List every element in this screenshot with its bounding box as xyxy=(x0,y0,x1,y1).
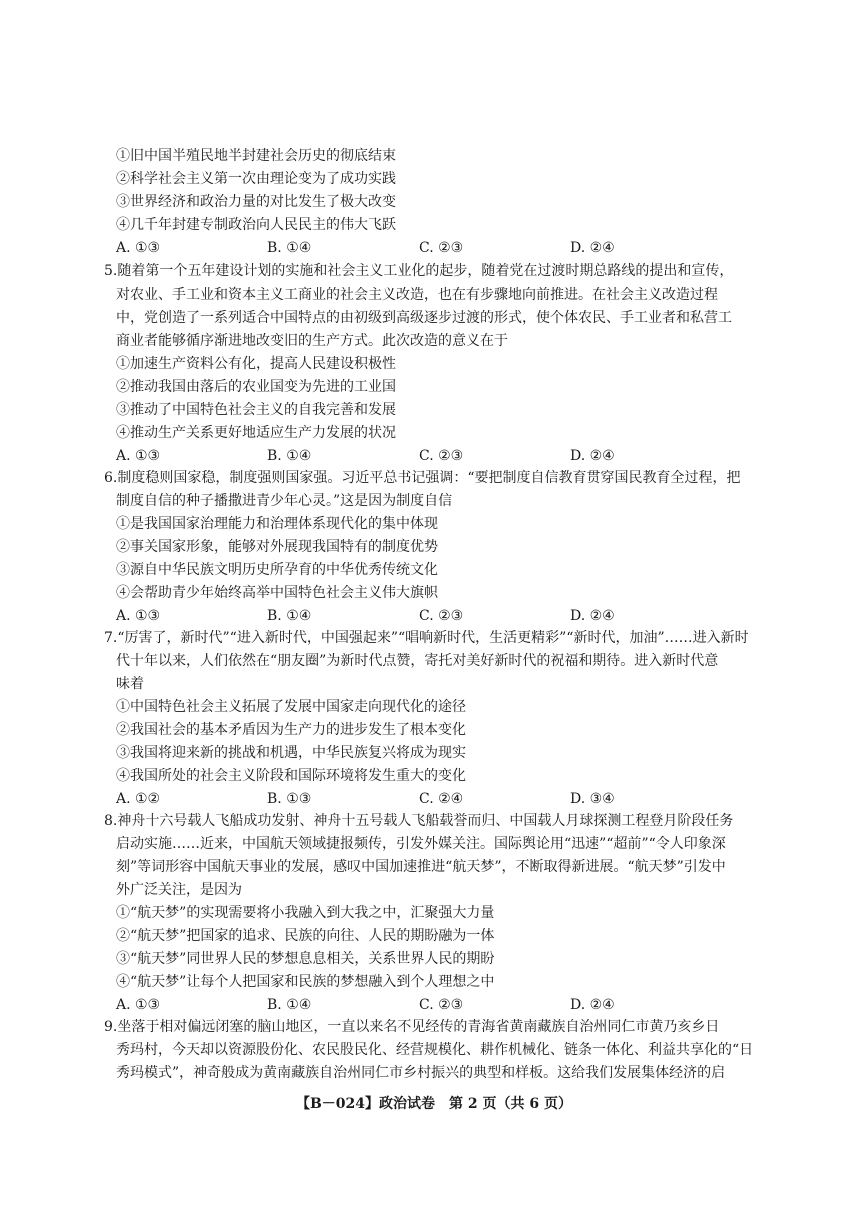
question-4-item xyxy=(0,168,868,191)
q5-item-2: ②推动我国由落后的农业国变为先进的工业国 xyxy=(116,379,396,395)
q7-stem-line-2: 代十年以来，人们依然在“朋友圈”为新时代点赞，寄托对美好新时代的祝福和期待。进入新时代意 xyxy=(116,653,719,669)
question-5-item xyxy=(0,376,868,399)
q8-option-c: C. ②③ xyxy=(419,997,464,1013)
q4-option-d: D. ②④ xyxy=(570,240,615,256)
q8-option-d: D. ②④ xyxy=(570,997,615,1013)
q7-item-3: ③我国将迎来新的挑战和机遇，中华民族复兴将成为现实 xyxy=(116,745,466,761)
q9-stem-line-1: 9.坐落于相对偏远闭塞的脑山地区，一直以来名不见经传的青海省黄南藏族自治州同仁市黄乃亥乡日 xyxy=(104,1019,720,1035)
question-7-stem xyxy=(0,650,868,673)
q5-stem-line-4: 商业者能够循序渐进地改变旧的生产方式。此次改造的意义在于 xyxy=(116,333,508,349)
question-5-item xyxy=(0,422,868,445)
q6-stem-line-1: 6.制度稳则国家稳，制度强则国家强。习近平总书记强调：“要把制度自信教育贯穿国民教育全过程，把 xyxy=(104,470,741,486)
question-7-item xyxy=(0,742,868,765)
question-6-item xyxy=(0,513,868,536)
q6-option-d: D. ②④ xyxy=(570,608,615,624)
q4-item-1: ①旧中国半殖民地半封建社会历史的彻底结束 xyxy=(116,148,396,164)
q5-stem-line-2: 对农业、手工业和资本主义工商业的社会主义改造，也在有步骤地向前推进。在社会主义改造过程 xyxy=(116,287,718,303)
q8-item-1: ①“航天梦”的实现需要将小我融入到大我之中，汇聚强大力量 xyxy=(116,905,495,921)
q8-item-3: ③“航天梦”同世界人民的梦想息息相关，关系世界人民的期盼 xyxy=(116,951,495,967)
q6-item-3: ③源自中华民族文明历史所孕育的中华优秀传统文化 xyxy=(116,562,438,578)
q7-stem-line-1: 7.“厉害了，新时代”“进入新时代，中国强起来”“唱响新时代，生活更精彩”“新时代，加油”……进入新时 xyxy=(104,630,749,646)
question-8-item xyxy=(0,948,868,971)
question-9-stem xyxy=(0,1016,868,1039)
q8-option-a: A. ①③ xyxy=(116,997,161,1013)
question-7-item xyxy=(0,765,868,788)
question-6-item xyxy=(0,536,868,559)
q5-item-3: ③推动了中国特色社会主义的自我完善和发展 xyxy=(116,402,396,418)
question-8-stem xyxy=(0,833,868,856)
q4-option-c: C. ②③ xyxy=(419,240,464,256)
question-4-item xyxy=(0,191,868,214)
question-7-item xyxy=(0,696,868,719)
question-4-item xyxy=(0,214,868,237)
question-6-item xyxy=(0,559,868,582)
question-5-stem xyxy=(0,307,868,330)
question-6-item xyxy=(0,582,868,605)
question-5-item xyxy=(0,399,868,422)
q7-option-d: D. ③④ xyxy=(570,791,615,807)
page-footer: 【B－024】政治试卷 第 2 页（共 6 页） xyxy=(295,1096,573,1112)
q8-stem-line-3: 刻”等词形容中国航天事业的发展，感叹中国加速推进“航天梦”，不断取得新进展。“航天梦”引发中 xyxy=(116,859,726,875)
question-8-options xyxy=(0,994,868,1017)
question-6-stem xyxy=(0,490,868,513)
question-9-stem xyxy=(0,1039,868,1062)
q6-stem-line-2: 制度自信的种子播撒进青少年心灵。”这是因为制度自信 xyxy=(116,493,453,509)
q5-stem-line-3: 中，党创造了一系列适合中国特点的由初级到高级逐步过渡的形式，使个体农民、手工业者和私营工 xyxy=(116,310,732,326)
q9-stem-line-2: 秀玛村，今天却以资源股份化、农民股民化、经营规模化、耕作机械化、链条一体化、利益共享化的“日 xyxy=(116,1042,754,1058)
question-7-item xyxy=(0,719,868,742)
q7-item-4: ④我国所处的社会主义阶段和国际环境将发生重大的变化 xyxy=(116,768,466,784)
question-7-options xyxy=(0,788,868,811)
q6-item-4: ④会帮助青少年始终高举中国特色社会主义伟大旗帜 xyxy=(116,585,438,601)
question-4-item xyxy=(0,145,868,168)
question-5-options xyxy=(0,445,868,468)
q5-option-b: B. ①④ xyxy=(267,448,312,464)
q5-option-a: A. ①③ xyxy=(116,448,161,464)
q4-item-2: ②科学社会主义第一次由理论变为了成功实践 xyxy=(116,171,396,187)
q6-item-2: ②事关国家形象，能够对外展现我国特有的制度优势 xyxy=(116,539,438,555)
q5-option-d: D. ②④ xyxy=(570,448,615,464)
question-8-item xyxy=(0,902,868,925)
question-6-options xyxy=(0,605,868,628)
q6-option-c: C. ②③ xyxy=(419,608,464,624)
question-5-stem xyxy=(0,330,868,353)
question-8-stem xyxy=(0,856,868,879)
question-7-stem xyxy=(0,627,868,650)
q5-stem-line-1: 5.随着第一个五年建设计划的实施和社会主义工业化的起步，随着党在过渡时期总路线的提出和宣传， xyxy=(104,263,734,279)
q8-stem-line-1: 8.神舟十六号载人飞船成功发射、神舟十五号载人飞船载誉而归、中国载人月球探测工程登月阶段任务 xyxy=(104,813,734,829)
question-8-item xyxy=(0,971,868,994)
question-9-stem xyxy=(0,1062,868,1085)
question-5-stem xyxy=(0,284,868,307)
question-5-stem xyxy=(0,260,868,283)
q8-stem-line-4: 外广泛关注，是因为 xyxy=(116,882,242,898)
q5-option-c: C. ②③ xyxy=(419,448,464,464)
q6-item-1: ①是我国国家治理能力和治理体系现代化的集中体现 xyxy=(116,516,438,532)
q7-option-b: B. ①③ xyxy=(267,791,312,807)
q4-item-4: ④几千年封建专制政治向人民民主的伟大飞跃 xyxy=(116,217,396,233)
question-8-stem xyxy=(0,810,868,833)
q5-item-1: ①加速生产资料公有化，提高人民建设积极性 xyxy=(116,356,396,372)
q7-option-a: A. ①② xyxy=(116,791,161,807)
q7-item-2: ②我国社会的基本矛盾因为生产力的进步发生了根本变化 xyxy=(116,722,466,738)
q8-item-4: ④“航天梦”让每个人把国家和民族的梦想融入到个人理想之中 xyxy=(116,974,495,990)
q8-item-2: ②“航天梦”把国家的追求、民族的向往、人民的期盼融为一体 xyxy=(116,928,495,944)
q6-option-b: B. ①④ xyxy=(267,608,312,624)
question-8-item xyxy=(0,925,868,948)
q8-stem-line-2: 启动实施……近来，中国航天领域捷报频传，引发外媒关注。国际舆论用“迅速”“超前”“令人印象深 xyxy=(116,836,726,852)
question-4-options xyxy=(0,237,868,260)
question-6-stem xyxy=(0,467,868,490)
q7-stem-line-3: 味着 xyxy=(116,676,144,692)
q9-stem-line-3: 秀玛模式”，神奇般成为黄南藏族自治州同仁市乡村振兴的典型和样板。这给我们发展集体经济的启 xyxy=(116,1065,726,1081)
question-8-stem xyxy=(0,879,868,902)
q5-item-4: ④推动生产关系更好地适应生产力发展的状况 xyxy=(116,425,396,441)
q8-option-b: B. ①④ xyxy=(267,997,312,1013)
q4-option-a: A. ①③ xyxy=(116,240,161,256)
question-5-item xyxy=(0,353,868,376)
q7-item-1: ①中国特色社会主义拓展了发展中国家走向现代化的途径 xyxy=(116,699,466,715)
q4-option-b: B. ①④ xyxy=(267,240,312,256)
question-7-stem xyxy=(0,673,868,696)
q7-option-c: C. ②④ xyxy=(419,791,464,807)
q4-item-3: ③世界经济和政治力量的对比发生了极大改变 xyxy=(116,194,396,210)
q6-option-a: A. ①③ xyxy=(116,608,161,624)
